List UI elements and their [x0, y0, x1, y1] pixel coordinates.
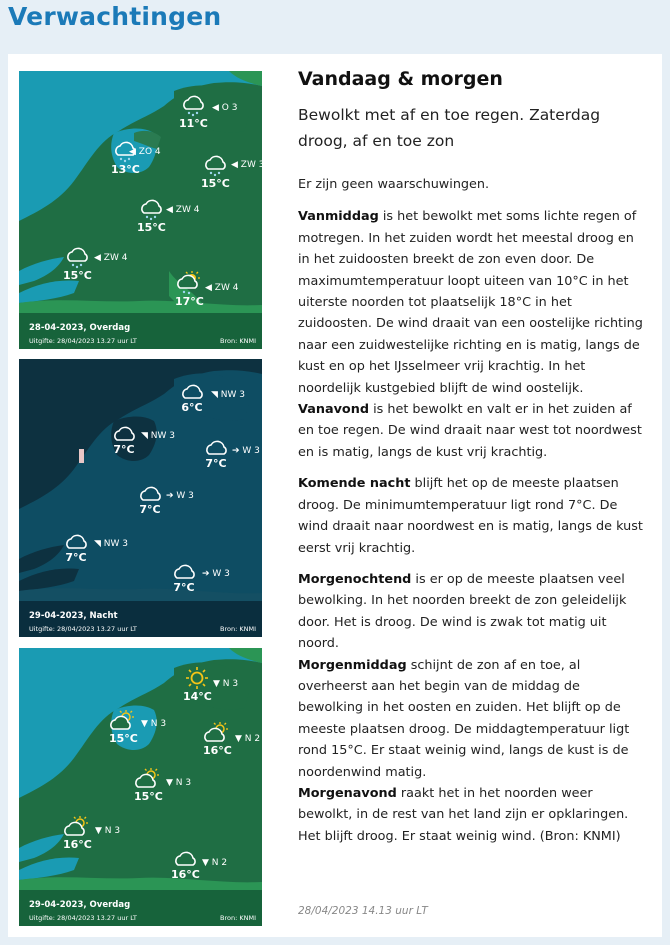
- wind-arrow-icon: ➔: [202, 569, 210, 579]
- map-issued: Uitgifte: 28/04/2023 13.27 uur LT: [29, 625, 137, 633]
- wind-indicator: ◥ NW 3: [94, 539, 129, 549]
- wind-arrow-icon: ◀: [212, 103, 219, 113]
- temperature-label: 16°C: [203, 744, 232, 757]
- wind-arrow-icon: ◀: [94, 253, 101, 263]
- forecast-timestamp: 28/04/2023 14.13 uur LT: [298, 905, 428, 917]
- wind-arrow-icon: ◀: [231, 160, 238, 170]
- temperature-label: 7°C: [113, 443, 135, 456]
- wind-arrow-icon: ➔: [166, 491, 174, 501]
- wind-indicator: ➔ W 3: [232, 446, 260, 456]
- temperature-label: 7°C: [65, 551, 87, 564]
- cloud-icon: [179, 383, 205, 401]
- wind-indicator: ◀ ZW 4: [205, 283, 239, 293]
- temperature-label: 16°C: [63, 838, 92, 851]
- cloud-icon: [137, 485, 163, 503]
- station-north: [183, 666, 212, 703]
- station-west-coast: [111, 425, 137, 456]
- temperature-label: 16°C: [171, 868, 200, 881]
- map-issued: Uitgifte: 28/04/2023 13.27 uur LT: [29, 337, 137, 345]
- temperature-label: 17°C: [175, 295, 204, 308]
- wind-indicator: ◀ ZW 4: [166, 205, 200, 215]
- wind-arrow-icon: ◀: [205, 283, 212, 293]
- temperature-label: 15°C: [109, 732, 138, 745]
- wind-arrow-icon: ▼: [213, 679, 220, 689]
- map-source: Bron: KNMI: [220, 337, 256, 345]
- station-southeast: [171, 563, 197, 594]
- map-date: 28-04-2023, Overdag: [29, 323, 131, 333]
- period-label: Morgenavond: [298, 785, 397, 801]
- sun-cloud-icon: [63, 816, 91, 838]
- forecast-card: [8, 54, 662, 937]
- page-title: Verwachtingen: [8, 2, 222, 31]
- wind-arrow-icon: ▼: [141, 719, 148, 729]
- station-southwest: [63, 533, 89, 564]
- temperature-label: 15°C: [63, 269, 92, 282]
- wind-indicator: ▼ N 3: [166, 778, 192, 788]
- wind-arrow-icon: ◀: [166, 205, 173, 215]
- period-label: Morgenmiddag: [298, 657, 407, 673]
- weather-map-tonight: [19, 359, 262, 637]
- station-east: [201, 155, 230, 190]
- wind-indicator: ▼ N 3: [141, 719, 167, 729]
- period-text: schijnt de zon af en toe, al overheerst aan het begin van de middag de bewolking in het oosten en zuiden. Het blijft op de meeste plaatsen droog. De middagtemperatuur ligt rond 15°C. Er staat weinig wind, langs de kust is de noordenwind matig.: [298, 657, 630, 780]
- warnings-text: Er zijn geen waarschuwingen.: [298, 177, 490, 192]
- wind-arrow-icon: ▼: [95, 826, 102, 836]
- sun-cloud-icon: [109, 710, 137, 732]
- station-southeast: [175, 271, 204, 308]
- period-text: is het bewolkt en valt er in het zuiden af en toe regen. De wind draait naar west tot noordwest en is matig, langs de kust vrij krachtig.: [298, 402, 642, 460]
- station-west-coast: [109, 710, 138, 745]
- temperature-label: 7°C: [139, 503, 161, 516]
- wind-arrow-icon: ▼: [166, 778, 173, 788]
- forecast-paragraph-tomorrow: [298, 569, 648, 847]
- wind-indicator: ◀ O 3: [212, 103, 238, 113]
- temperature-label: 15°C: [201, 177, 230, 190]
- wind-indicator: ▼ N 3: [95, 826, 121, 836]
- sun-cloud-icon: [134, 768, 162, 790]
- station-center: [134, 768, 163, 803]
- wind-indicator: ➔ W 3: [166, 491, 194, 501]
- cloud-icon: [111, 425, 137, 443]
- station-east: [203, 439, 229, 470]
- wind-indicator: ◥ NW 3: [141, 431, 176, 441]
- map-date: 29-04-2023, Overdag: [29, 900, 131, 910]
- period-text: blijft het op de meeste plaatsen droog. De minimumtemperatuur ligt rond 7°C. De wind draait naar noordwest en is matig, langs de kust eerst vrij krachtig.: [298, 476, 643, 556]
- station-east: [203, 722, 232, 757]
- map-marker-icon: [79, 449, 84, 463]
- forecast-paragraph-today: [298, 206, 648, 463]
- wind-arrow-icon: ◀: [129, 147, 136, 157]
- period-text: raakt het in het noorden weer bewolkt, in de rest van het land zijn er opklaringen. Het blijft droog. Er staat weinig wind. (Bron: KNMI): [298, 785, 629, 844]
- map-issued: Uitgifte: 28/04/2023 13.27 uur LT: [29, 914, 137, 922]
- period-label: Morgenochtend: [298, 571, 412, 587]
- cloud-rain-icon: [64, 247, 90, 269]
- station-north: [179, 383, 205, 414]
- station-southwest: [63, 247, 92, 282]
- wind-indicator: ◀ ZW 3: [231, 160, 265, 170]
- wind-arrow-icon: ◥: [211, 390, 218, 400]
- period-label: Vanavond: [298, 402, 369, 418]
- cloud-rain-icon: [138, 199, 164, 221]
- wind-indicator: ◀ ZO 4: [129, 147, 161, 157]
- temperature-label: 14°C: [183, 690, 212, 703]
- temperature-label: 7°C: [173, 581, 195, 594]
- temperature-label: 15°C: [137, 221, 166, 234]
- cloud-icon: [172, 850, 198, 868]
- period-text: is er op de meeste plaatsen veel bewolking. In het noorden breekt de zon geleidelijk door. Het is droog. De wind is zwak tot matig uit noord.: [298, 571, 627, 652]
- wind-indicator: ▼ N 2: [202, 858, 228, 868]
- weather-map-today: [19, 71, 265, 349]
- cloud-rain-icon: [180, 95, 206, 117]
- wind-indicator: ▼ N 2: [235, 734, 261, 744]
- sun-cloud-rain-icon: [175, 271, 203, 295]
- station-north: [179, 95, 208, 130]
- weather-map-tomorrow: [19, 648, 262, 926]
- wind-arrow-icon: ▼: [235, 734, 242, 744]
- cloud-icon: [171, 563, 197, 581]
- temperature-label: 11°C: [179, 117, 208, 130]
- forecast-heading: Vandaag & morgen: [298, 68, 503, 90]
- map-source: Bron: KNMI: [220, 914, 256, 922]
- forecast-summary: Bewolkt met af en toe regen. Zaterdag droog, af en toe zon: [298, 106, 601, 150]
- forecast-text: [298, 68, 648, 847]
- forecast-paragraph-night: [298, 473, 648, 559]
- sun-cloud-icon: [203, 722, 231, 744]
- wind-arrow-icon: ▼: [202, 858, 209, 868]
- station-southwest: [63, 816, 92, 851]
- period-label: Komende nacht: [298, 476, 411, 492]
- wind-arrow-icon: ◥: [94, 539, 101, 549]
- map-source: Bron: KNMI: [220, 625, 256, 633]
- cloud-rain-icon: [202, 155, 228, 177]
- period-text: is het bewolkt met soms lichte regen of motregen. In het zuiden wordt het meestal droog en in het zuidoosten breekt de zon even door. De maximumtemperatuur loopt uiteen van 10°C in het uiterste noorden tot plaatselijk 18°C in het zuidoosten. De wind draait van een oostelijke richting naar een zuidwestelijke richting en is matig, langs de kust en op het IJsselmeer vrij krachtig. In het noordelijk kustgebied blijft de wind oostelijk.: [298, 209, 643, 396]
- wind-indicator: ➔ W 3: [202, 569, 230, 579]
- station-center: [137, 199, 166, 234]
- period-label: Vanmiddag: [298, 209, 379, 225]
- map-date: 29-04-2023, Nacht: [29, 611, 118, 621]
- station-center: [137, 485, 163, 516]
- station-southeast: [171, 850, 200, 881]
- temperature-label: 7°C: [205, 457, 227, 470]
- wind-arrow-icon: ➔: [232, 446, 240, 456]
- wind-arrow-icon: ◥: [141, 431, 148, 441]
- temperature-label: 13°C: [111, 163, 140, 176]
- temperature-label: 6°C: [181, 401, 203, 414]
- sun-icon: [185, 666, 209, 690]
- wind-indicator: ◥ NW 3: [211, 390, 246, 400]
- temperature-label: 15°C: [134, 790, 163, 803]
- cloud-icon: [203, 439, 229, 457]
- wind-indicator: ▼ N 3: [213, 679, 239, 689]
- cloud-icon: [63, 533, 89, 551]
- wind-indicator: ◀ ZW 4: [94, 253, 128, 263]
